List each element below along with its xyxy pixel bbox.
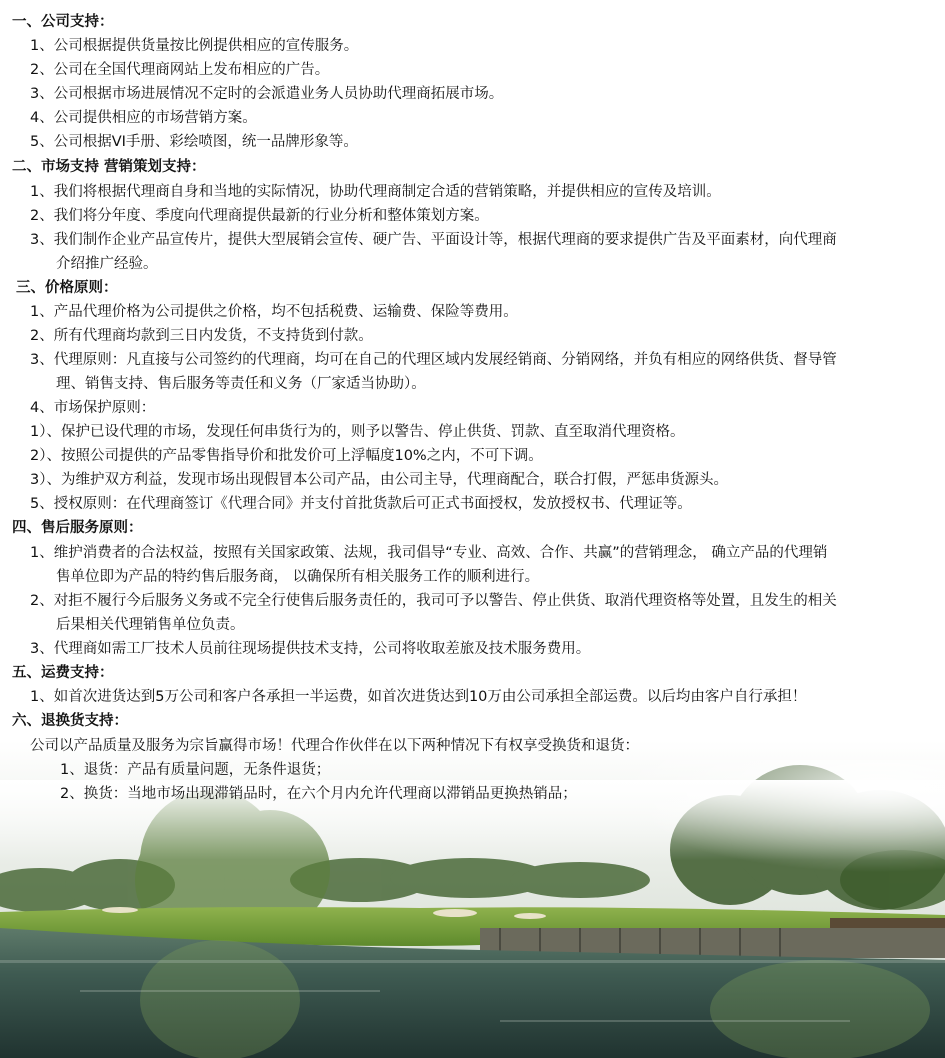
list-item-continuation: 后果相关代理销售单位负责。: [56, 617, 245, 633]
list-item: 3、公司根据市场进展情况不定时的会派遣业务人员协助代理商拓展市场。: [30, 86, 504, 102]
list-item: 2、换货：当地市场出现滞销品时，在六个月内允许代理商以滞销品更换热销品；: [60, 786, 577, 802]
list-item: 1、我们将根据代理商自身和当地的实际情况，协助代理商制定合适的营销策略，并提供相应的宣传及培训。: [30, 184, 721, 200]
list-item-continuation: 介绍推广经验。: [56, 256, 158, 272]
list-item: 2、公司在全国代理商网站上发布相应的广告。: [30, 62, 330, 78]
list-item: 2、我们将分年度、季度向代理商提供最新的行业分析和整体策划方案。: [30, 208, 489, 224]
list-item: 5、公司根据VI手册、彩绘喷图，统一品牌形象等。: [30, 134, 358, 150]
section-title-shipping-support: 五、运费支持：: [12, 665, 114, 681]
list-item: 4、公司提供相应的市场营销方案。: [30, 110, 257, 126]
list-item: 3、代理商如需工厂技术人员前往现场提供技术支持，公司将收取差旅及技术服务费用。: [30, 641, 591, 657]
list-item: 3、代理原则：凡直接与公司签约的代理商，均可在自己的代理区域内发展经销商、分销网络，并负有相应的网络供货、督导管: [30, 352, 837, 368]
list-item: 1、维护消费者的合法权益，按照有关国家政策、法规，我司倡导“专业、高效、合作、共赢”的营销理念， 确立产品的代理销: [30, 545, 828, 561]
list-item-continuation: 售单位即为产品的特约售后服务商， 以确保所有相关服务工作的顺利进行。: [56, 569, 540, 585]
list-item: 4、市场保护原则：: [30, 400, 156, 416]
list-item: 1、退货：产品有质量问题，无条件退货；: [60, 762, 331, 778]
list-item: 1、如首次进货达到5万公司和客户各承担一半运费，如首次进货达到10万由公司承担全部运费。以后均由客户自行承担！: [30, 689, 807, 705]
list-item: 5、授权原则：在代理商签订《代理合同》并支付首批货款后可正式书面授权，发放授权书、代理证等。: [30, 496, 692, 512]
list-item: 1、产品代理价格为公司提供之价格，均不包括税费、运输费、保险等费用。: [30, 304, 518, 320]
list-item: 1）、保护已设代理的市场，发现任何串货行为的，则予以警告、停止供货、罚款、直至取消代理资格。: [30, 424, 685, 440]
section-title-returns-exchanges: 六、退换货支持：: [12, 713, 128, 729]
section-title-market-support: 二、市场支持 营销策划支持：: [12, 159, 206, 175]
list-item: 2、所有代理商均款到三日内发货，不支持货到付款。: [30, 328, 373, 344]
list-item: 1、公司根据提供货量按比例提供相应的宣传服务。: [30, 38, 359, 54]
list-item-continuation: 理、销售支持、售后服务等责任和义务（厂家适当协助）。: [56, 376, 426, 392]
section-title-company-support: 一、公司支持：: [12, 14, 114, 30]
list-item: 3）、为维护双方利益，发现市场出现假冒本公司产品，由公司主导，代理商配合，联合打假，严惩串货源头。: [30, 472, 728, 488]
list-item: 2、对拒不履行今后服务义务或不完全行使售后服务责任的，我司可予以警告、停止供货、取消代理资格等处置，且发生的相关: [30, 593, 837, 609]
list-item: 2）、按照公司提供的产品零售指导价和批发价可上浮幅度10%之内，不可下调。: [30, 448, 543, 464]
list-item: 3、我们制作企业产品宣传片，提供大型展销会宣传、硬广告、平面设计等，根据代理商的要求提供广告及平面素材，向代理商: [30, 232, 837, 248]
section-title-pricing-principles: 三、价格原则：: [16, 280, 118, 296]
paragraph: 公司以产品质量及服务为宗旨赢得市场！代理合作伙伴在以下两种情况下有权享受换货和退货：: [30, 738, 639, 754]
section-title-after-sales: 四、售后服务原则：: [12, 520, 143, 536]
